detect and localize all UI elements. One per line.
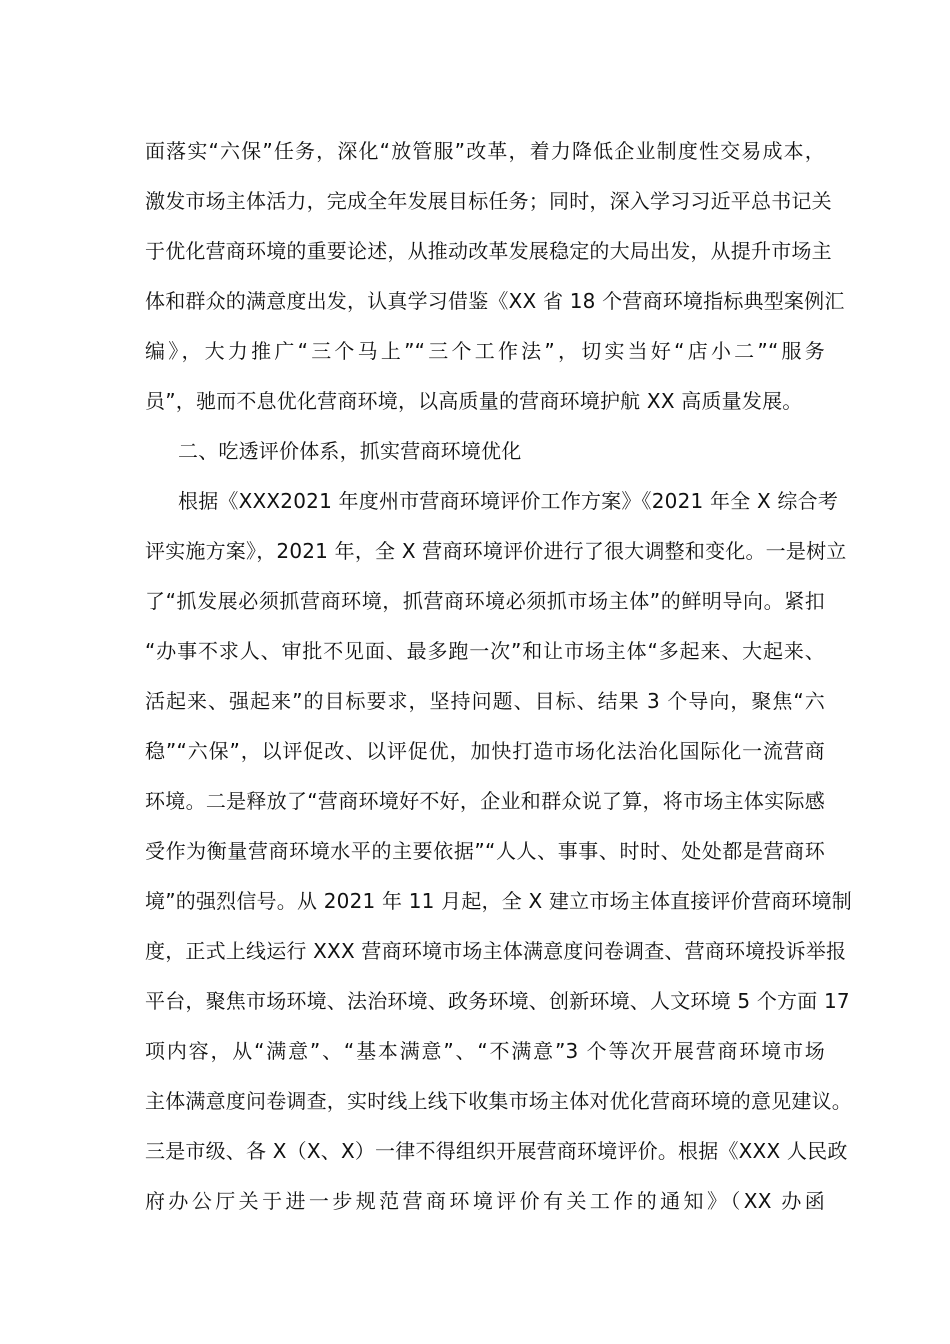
text-line: 项内容，从“满意”、“基本满意”、“不满意”3 个等次开展营商环境市场 (145, 1039, 825, 1063)
text-line: 于优化营商环境的重要论述，从推动改革发展稳定的大局出发，从提升市场主 (145, 239, 832, 263)
text-line: 体和群众的满意度出发，认真学习借鉴《XX 省 18 个营商环境指标典型案例汇 (145, 289, 845, 313)
text-line: 环境。二是释放了“营商环境好不好，企业和群众说了算，将市场主体实际感 (145, 789, 825, 813)
text-line: 员”，驰而不息优化营商环境，以高质量的营商环境护航 XX 高质量发展。 (145, 389, 803, 413)
text-line: 了“抓发展必须抓营商环境，抓营商环境必须抓市场主体”的鲜明导向。紧扣 (145, 589, 825, 613)
text-line: 境”的强烈信号。从 2021 年 11 月起，全 X 建立市场主体直接评价营商环境制 (145, 889, 852, 913)
text-line: 受作为衡量营商环境水平的主要依据”“人人、事事、时时、处处都是营商环 (145, 839, 825, 863)
section-heading: 二、吃透评价体系，抓实营商环境优化 (178, 439, 522, 463)
text-line: 激发市场主体活力，完成全年发展目标任务；同时，深入学习习近平总书记关 (145, 189, 832, 213)
text-line: 活起来、强起来”的目标要求，坚持问题、目标、结果 3 个导向，聚焦“六 (145, 689, 825, 713)
text-line: 面落实“六保”任务，深化“放管服”改革，着力降低企业制度性交易成本， (145, 139, 825, 163)
text-line: 度，正式上线运行 XXX 营商环境市场主体满意度问卷调查、营商环境投诉举报 (145, 939, 847, 963)
text-line: “办事不求人、审批不见面、最多跑一次”和让市场主体“多起来、大起来、 (145, 639, 825, 663)
text-line: 评实施方案》，2021 年，全 X 营商环境评价进行了很大调整和变化。一是树立 (145, 539, 847, 563)
text-line: 三是市级、各 X（X、X）一律不得组织开展营商环境评价。根据《XXX 人民政 (145, 1139, 848, 1163)
text-line: 编》，大力推广“三个马上”“三个工作法”，切实当好“店小二”“服务 (145, 339, 825, 363)
text-line: 平台，聚焦市场环境、法治环境、政务环境、创新环境、人文环境 5 个方面 17 (145, 989, 850, 1013)
text-line: 根据《XXX2021 年度州市营商环境评价工作方案》《2021 年全 X 综合考 (178, 489, 839, 513)
text-line: 主体满意度问卷调查，实时线上线下收集市场主体对优化营商环境的意见建议。 (145, 1089, 852, 1113)
text-line: 府办公厅关于进一步规范营商环境评价有关工作的通知》（XX 办函 (145, 1189, 825, 1213)
text-line: 稳”“六保”，以评促改、以评促优，加快打造市场化法治化国际化一流营商 (145, 739, 825, 763)
